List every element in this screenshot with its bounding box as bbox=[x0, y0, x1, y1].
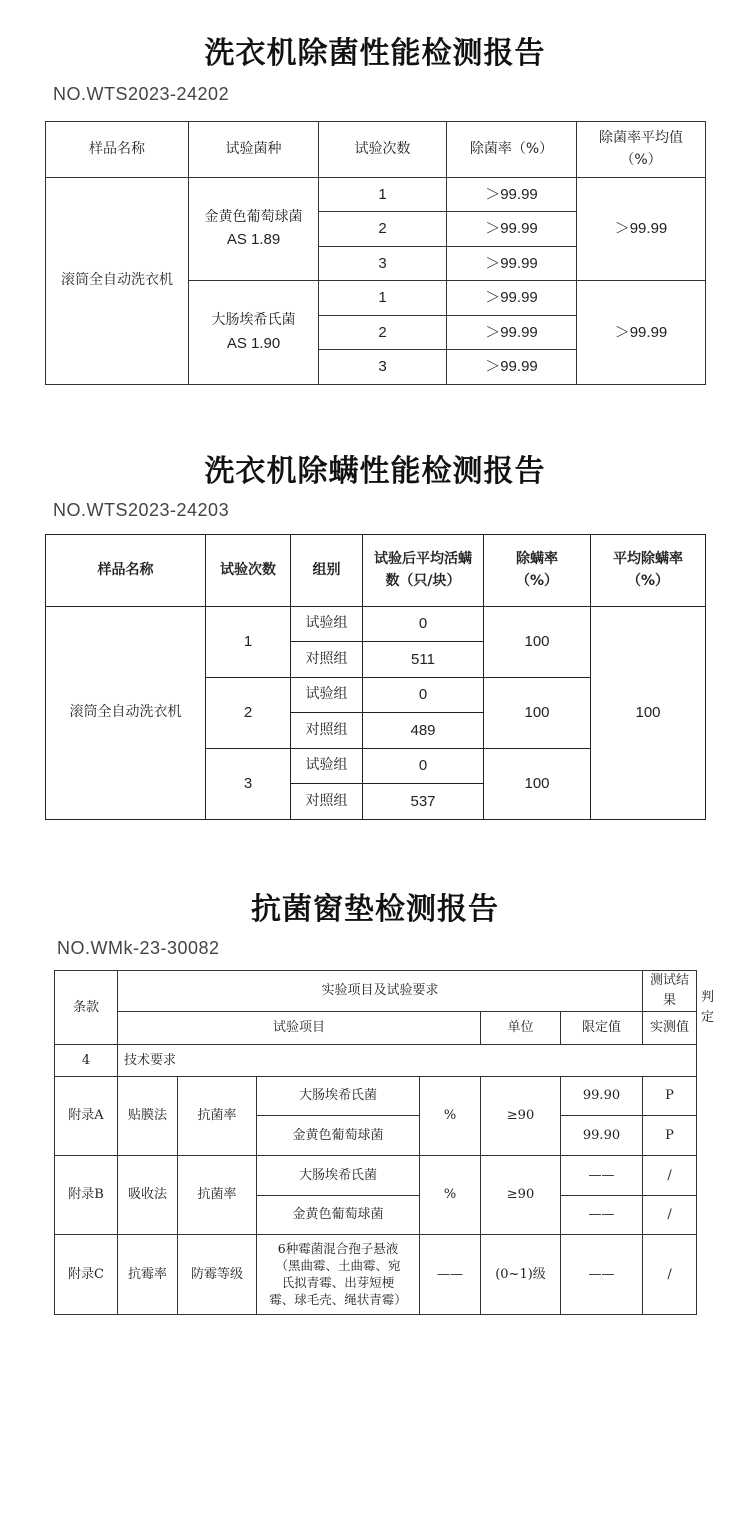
strain-cell: 金黄色葡萄球菌 bbox=[257, 1196, 420, 1235]
clause-number: 4 bbox=[55, 1045, 118, 1077]
strain-cell bbox=[189, 178, 319, 281]
mite-count-cell: 537 bbox=[363, 784, 484, 820]
mite-rate-cell: 100 bbox=[484, 678, 591, 749]
mite-count-cell: 0 bbox=[363, 749, 484, 784]
header-test-item: 试验项目 bbox=[118, 1012, 481, 1045]
judge-cell: P bbox=[643, 1116, 697, 1156]
judge-cell: / bbox=[643, 1156, 697, 1196]
measured-cell: 99.90 bbox=[561, 1116, 643, 1156]
mold-description-line: 6种霉菌混合孢子悬液 bbox=[277, 1241, 399, 1257]
appendix-a-name: 附录A bbox=[55, 1077, 118, 1156]
appendix-b-item: 抗菌率 bbox=[178, 1156, 257, 1235]
report1-table bbox=[45, 121, 706, 385]
limit-cell: ≥90 bbox=[481, 1077, 561, 1156]
report1-number: NO.WTS2023-24202 bbox=[53, 84, 230, 104]
report3-number: NO.WMk-23-30082 bbox=[57, 938, 220, 958]
header-sample-name: 样品名称 bbox=[46, 122, 189, 178]
header-trial: 试验次数 bbox=[206, 535, 291, 607]
group-cell: 试验组 bbox=[291, 607, 363, 642]
report2-title: 洗衣机除螨性能检测报告 bbox=[204, 454, 546, 489]
unit-cell: % bbox=[420, 1156, 481, 1235]
trial-cell: 2 bbox=[206, 678, 291, 749]
header-test-result: 测试结果 bbox=[643, 971, 697, 1012]
strain-cell bbox=[189, 281, 319, 385]
strain-cell: 金黄色葡萄球菌 bbox=[257, 1116, 420, 1156]
report2-table bbox=[45, 534, 706, 820]
appendix-a-method: 贴膜法 bbox=[118, 1077, 178, 1156]
trial-cell: 3 bbox=[206, 749, 291, 820]
strain-cell: 大肠埃希氏菌 bbox=[257, 1156, 420, 1196]
group-cell: 对照组 bbox=[291, 642, 363, 678]
header-rate: 除菌率（%） bbox=[447, 122, 577, 178]
group-cell: 试验组 bbox=[291, 749, 363, 784]
avg-rate-cell: ＞99.99 bbox=[577, 178, 706, 281]
avg-rate-cell: ＞99.99 bbox=[577, 281, 706, 385]
judge-cell: / bbox=[643, 1235, 697, 1315]
appendix-a-item: 抗菌率 bbox=[178, 1077, 257, 1156]
header-clause: 条款 bbox=[55, 971, 118, 1045]
measured-cell: —— bbox=[561, 1235, 643, 1315]
report3-title: 抗菌窗垫检测报告 bbox=[251, 892, 499, 927]
judge-cell: / bbox=[643, 1196, 697, 1235]
appendix-c-item: 防霉等级 bbox=[178, 1235, 257, 1315]
strain-name: 大肠埃希氏菌 bbox=[211, 312, 296, 329]
judge-cell: P bbox=[643, 1077, 697, 1116]
header-trial: 试验次数 bbox=[319, 122, 447, 178]
strain-code: AS 1.89 bbox=[226, 231, 281, 249]
report1-title: 洗衣机除菌性能检测报告 bbox=[204, 36, 546, 71]
sample-name-cell: 滚筒全自动洗衣机 bbox=[46, 178, 189, 385]
mold-description-line: 霉、球毛壳、绳状青霉） bbox=[269, 1291, 407, 1307]
mite-count-cell: 511 bbox=[363, 642, 484, 678]
trial-cell: 1 bbox=[206, 607, 291, 678]
header-limit: 限定值 bbox=[561, 1012, 643, 1045]
header-group: 组别 bbox=[291, 535, 363, 607]
rate-cell: ＞99.99 bbox=[447, 350, 577, 385]
header-mite-rate: 除螨率（%） bbox=[484, 535, 591, 607]
mite-count-cell: 0 bbox=[363, 607, 484, 642]
group-cell: 对照组 bbox=[291, 784, 363, 820]
measured-cell: 99.90 bbox=[561, 1077, 643, 1116]
rate-cell: ＞99.99 bbox=[447, 247, 577, 281]
header-avg-rate: 除菌率平均值（%） bbox=[577, 122, 706, 178]
strain-code: AS 1.90 bbox=[226, 334, 281, 352]
strain-name: 金黄色葡萄球菌 bbox=[204, 208, 303, 225]
unit-cell: % bbox=[420, 1077, 481, 1156]
header-avg-live-mites: 试验后平均活螨数（只/块） bbox=[363, 535, 484, 607]
trial-cell: 1 bbox=[319, 281, 447, 316]
trial-cell: 3 bbox=[319, 247, 447, 281]
header-strain: 试验菌种 bbox=[189, 122, 319, 178]
strain-cell: 大肠埃希氏菌 bbox=[257, 1077, 420, 1116]
unit-cell: —— bbox=[420, 1235, 481, 1315]
mite-rate-cell: 100 bbox=[484, 749, 591, 820]
rate-cell: ＞99.99 bbox=[447, 316, 577, 350]
limit-cell: ≥90 bbox=[481, 1156, 561, 1235]
mold-description-line: 氏拟青霉、出芽短梗 bbox=[281, 1274, 395, 1290]
trial-cell: 2 bbox=[319, 212, 447, 247]
limit-cell: (0~1)级 bbox=[481, 1235, 561, 1315]
group-cell: 试验组 bbox=[291, 678, 363, 713]
rate-cell: ＞99.99 bbox=[447, 212, 577, 247]
measured-cell: —— bbox=[561, 1196, 643, 1235]
measured-cell: —— bbox=[561, 1156, 643, 1196]
header-unit: 单位 bbox=[481, 1012, 561, 1045]
mold-description-cell bbox=[257, 1235, 420, 1315]
mite-count-cell: 0 bbox=[363, 678, 484, 713]
clause-label: 技术要求 bbox=[118, 1045, 697, 1077]
group-cell: 对照组 bbox=[291, 713, 363, 749]
avg-mite-rate-cell: 100 bbox=[591, 607, 706, 820]
mite-count-cell: 489 bbox=[363, 713, 484, 749]
mite-rate-cell: 100 bbox=[484, 607, 591, 678]
trial-cell: 1 bbox=[319, 178, 447, 212]
appendix-c-name: 附录C bbox=[55, 1235, 118, 1315]
appendix-c-method: 抗霉率 bbox=[118, 1235, 178, 1315]
trial-cell: 3 bbox=[319, 350, 447, 385]
header-measured: 实测值 bbox=[643, 1012, 697, 1045]
header-items-requirements: 实验项目及试验要求 bbox=[118, 971, 643, 1012]
header-avg-mite-rate: 平均除螨率（%） bbox=[591, 535, 706, 607]
report3-table: 条款 实验项目及试验要求 测试结果 判定 试验项目 单位 限定值 实测值 4 技术要求 附录A 贴膜法 抗菌率 大肠埃希氏菌 % ≥90 99.90 P 金黄色葡萄球菌 99.90 P 附录B 吸收法 抗菌率 大肠埃希氏菌 % ≥90 —— / 金黄色葡萄球菌 —— / 附录C 抗霉率 防霉等级 6种霉菌混合孢子悬液 （黑曲霉、土曲霉、宛 氏拟青霉、出芽短梗 霉、球毛壳、绳状青霉） —— (0~1)级 —— / bbox=[54, 970, 697, 1315]
header-sample-name: 样品名称 bbox=[46, 535, 206, 607]
report2-number: NO.WTS2023-24203 bbox=[53, 500, 230, 520]
rate-cell: ＞99.99 bbox=[447, 281, 577, 316]
mold-description-line: （黑曲霉、土曲霉、宛 bbox=[275, 1257, 401, 1273]
sample-name-cell: 滚筒全自动洗衣机 bbox=[46, 607, 206, 820]
appendix-b-name: 附录B bbox=[55, 1156, 118, 1235]
trial-cell: 2 bbox=[319, 316, 447, 350]
rate-cell: ＞99.99 bbox=[447, 178, 577, 212]
appendix-b-method: 吸收法 bbox=[118, 1156, 178, 1235]
